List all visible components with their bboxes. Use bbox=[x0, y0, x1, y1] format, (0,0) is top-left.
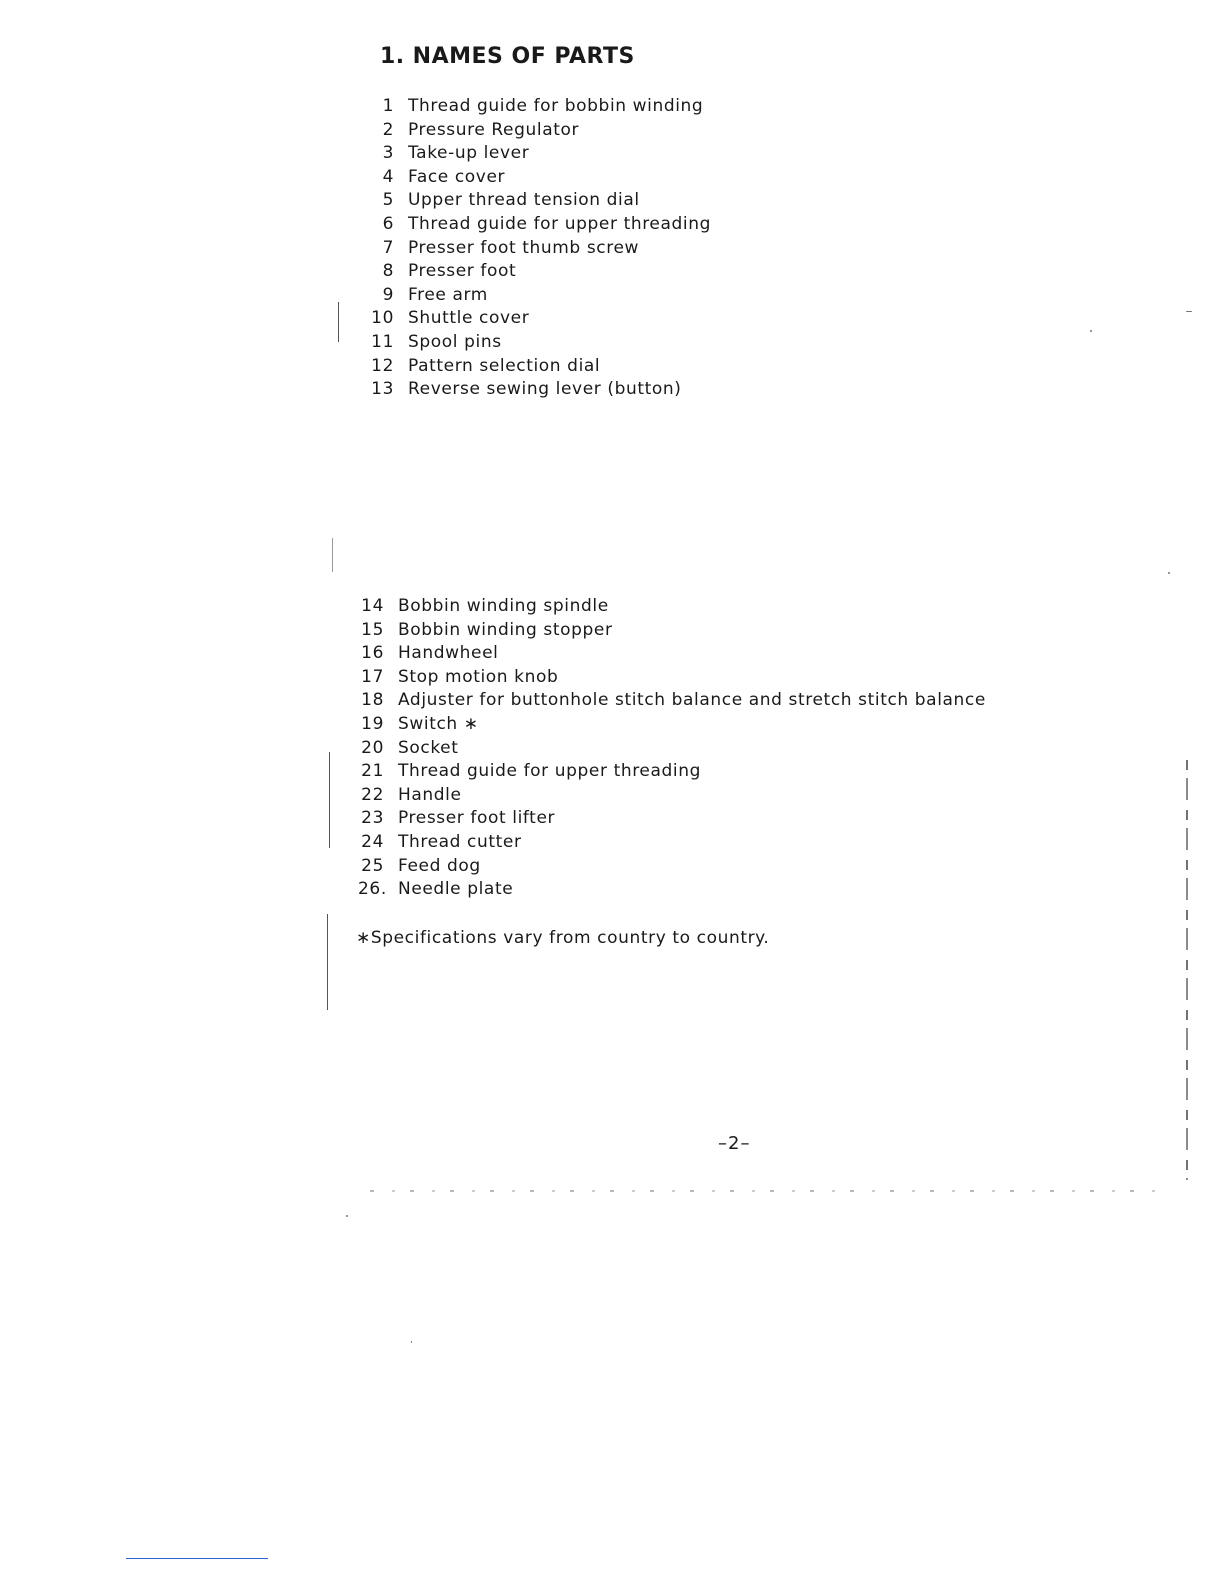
part-name: Spool pins bbox=[408, 331, 502, 352]
section-heading bbox=[380, 44, 635, 69]
part-name: Needle plate bbox=[398, 879, 514, 900]
part-item bbox=[358, 856, 986, 880]
page-number: –2– bbox=[718, 1133, 751, 1154]
part-number: 16 bbox=[361, 643, 384, 664]
part-number: 12 bbox=[371, 355, 394, 376]
part-number: 10 bbox=[371, 308, 394, 329]
part-name: Handwheel bbox=[398, 643, 499, 664]
part-name: Pattern selection dial bbox=[408, 355, 601, 376]
part-number: 20 bbox=[361, 737, 384, 758]
part-item bbox=[368, 308, 711, 332]
part-name: Socket bbox=[398, 737, 459, 758]
section-title: NAMES OF PARTS bbox=[412, 44, 635, 69]
part-item bbox=[358, 879, 986, 903]
part-item bbox=[358, 808, 986, 832]
part-item bbox=[368, 190, 711, 214]
scan-speck bbox=[1090, 330, 1092, 332]
part-name: Switch ∗ bbox=[398, 713, 479, 734]
part-number: 14 bbox=[361, 596, 384, 616]
scan-speck bbox=[1186, 311, 1192, 312]
part-number: 25 bbox=[361, 855, 384, 876]
part-item bbox=[358, 785, 986, 809]
parts-list-lower bbox=[358, 596, 986, 903]
part-name: Thread guide for upper threading bbox=[398, 761, 701, 782]
part-name: Shuttle cover bbox=[408, 308, 530, 329]
part-number: 23 bbox=[361, 808, 384, 829]
part-name: Upper thread tension dial bbox=[408, 190, 640, 211]
part-item bbox=[358, 667, 986, 691]
part-name: Handle bbox=[398, 784, 462, 805]
part-number: 17 bbox=[361, 666, 384, 687]
part-number: 11 bbox=[371, 331, 394, 352]
part-number: 26. bbox=[358, 879, 387, 900]
part-number: 7 bbox=[382, 237, 394, 258]
part-name: Presser foot bbox=[408, 261, 517, 282]
part-number: 9 bbox=[382, 284, 394, 305]
specifications-note: ∗Specifications vary from country to country. bbox=[356, 928, 770, 948]
part-item bbox=[368, 143, 711, 167]
part-name: Thread guide for bobbin winding bbox=[408, 96, 704, 116]
section-number: 1. bbox=[380, 44, 405, 69]
scan-speck bbox=[1168, 572, 1170, 574]
scan-blue-line bbox=[126, 1558, 268, 1559]
part-name: Stop motion knob bbox=[398, 666, 559, 687]
scan-margin-line bbox=[329, 752, 330, 848]
part-item bbox=[368, 238, 711, 262]
part-item bbox=[368, 214, 711, 238]
part-number: 15 bbox=[361, 619, 384, 640]
part-number: 22 bbox=[361, 784, 384, 805]
part-name: Thread cutter bbox=[398, 831, 522, 852]
part-item bbox=[368, 379, 711, 403]
part-item bbox=[368, 356, 711, 380]
part-number: 18 bbox=[361, 690, 384, 711]
part-name: Pressure Regulator bbox=[408, 119, 580, 140]
part-item bbox=[368, 285, 711, 309]
part-item bbox=[358, 620, 986, 644]
part-number: 4 bbox=[382, 166, 394, 187]
part-name: Presser foot lifter bbox=[398, 808, 556, 829]
part-item bbox=[358, 738, 986, 762]
part-number: 2 bbox=[382, 119, 394, 140]
part-name: Reverse sewing lever (button) bbox=[408, 379, 682, 400]
scan-speck bbox=[411, 1341, 412, 1343]
part-name: Take-up lever bbox=[408, 143, 530, 164]
part-name: Adjuster for buttonhole stitch balance and stretch stitch balance bbox=[398, 690, 986, 711]
parts-list-upper bbox=[368, 96, 711, 403]
part-number: 24 bbox=[361, 831, 384, 852]
part-number: 21 bbox=[361, 761, 384, 782]
scan-margin-line bbox=[338, 302, 339, 342]
scan-right-edge bbox=[1186, 760, 1188, 1180]
part-item bbox=[358, 714, 986, 738]
part-item bbox=[358, 761, 986, 785]
part-number: 1 bbox=[382, 96, 394, 116]
part-item bbox=[368, 96, 711, 120]
part-number: 5 bbox=[382, 190, 394, 211]
part-item bbox=[368, 332, 711, 356]
part-item bbox=[368, 120, 711, 144]
part-item bbox=[368, 261, 711, 285]
part-number: 6 bbox=[382, 213, 394, 234]
part-name: Presser foot thumb screw bbox=[408, 237, 640, 258]
scan-speck bbox=[346, 1215, 348, 1217]
part-item bbox=[368, 167, 711, 191]
scan-margin-line bbox=[327, 914, 328, 1010]
part-number: 3 bbox=[382, 143, 394, 164]
part-name: Feed dog bbox=[398, 855, 481, 876]
part-name: Free arm bbox=[408, 284, 488, 305]
part-name: Bobbin winding spindle bbox=[398, 596, 609, 616]
part-number: 19 bbox=[361, 713, 384, 734]
part-number: 8 bbox=[382, 261, 394, 282]
part-name: Bobbin winding stopper bbox=[398, 619, 613, 640]
scan-margin-line bbox=[332, 538, 333, 572]
part-item bbox=[358, 690, 986, 714]
part-name: Thread guide for upper threading bbox=[408, 213, 711, 234]
part-number: 13 bbox=[371, 379, 394, 400]
part-item bbox=[358, 596, 986, 620]
part-item bbox=[358, 643, 986, 667]
part-name: Face cover bbox=[408, 166, 506, 187]
part-item bbox=[358, 832, 986, 856]
scan-bottom-edge bbox=[370, 1190, 1170, 1192]
